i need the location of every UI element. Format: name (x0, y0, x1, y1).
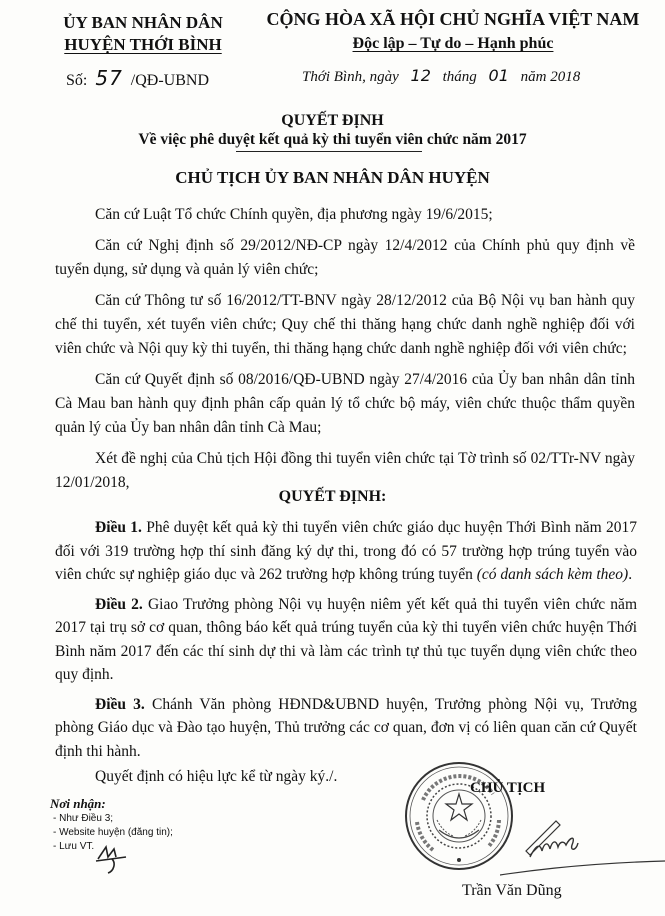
date-year: năm 2018 (520, 69, 581, 85)
article-text: Giao Trưởng phòng Nội vụ huyện niêm yết kết quả thi tuyển viên chức năm 2017 tại trụ sở cơ quan, thông báo kết quả trúng tuyển của kỳ thi tuyển viên chức huyện Thới Bình năm 2017 đến các thí sinh dự thi và làm các trình tự thủ tục tuyển dụng viên chức theo quy định. (55, 595, 637, 683)
decision-heading: QUYẾT ĐỊNH: (278, 488, 387, 505)
preamble-item: Căn cứ Quyết định số 08/2016/QĐ-UBND ngày 27/4/2016 của Ủy ban nhân dân tỉnh Cà Mau ban hành quy định phân cấp quản lý tổ chức bộ máy, viên chức thuộc thẩm quyền quản lý của Ủy ban nhân dân tỉnh Cà Mau; (55, 371, 635, 436)
recipient-item: - Lưu VT. (53, 841, 95, 852)
article-3 (55, 693, 637, 764)
preamble-item: Căn cứ Nghị định số 29/2012/NĐ-CP ngày 12/4/2012 của Chính phủ quy định về tuyển dụng, sử dụng và quản lý viên chức; (55, 237, 635, 278)
issuer-block (48, 12, 238, 56)
signature-icon (500, 785, 665, 895)
doc-number-handwritten: 57 (95, 66, 123, 90)
document-type-title: QUYẾT ĐỊNH (281, 112, 384, 129)
document-number (66, 66, 209, 90)
signatory-name: Trần Văn Dũng (462, 882, 562, 899)
article-note: (có danh sách kèm theo) (476, 566, 629, 583)
article-label: Điều 3. (95, 695, 145, 713)
preamble-item: Căn cứ Thông tư số 16/2012/TT-BNV ngày 28/12/2012 của Bộ Nội vụ ban hành quy chế thi tuyển, xét tuyển viên chức; Quy chế thi thăng hạng chức danh nghề nghiệp đối với viên chức và Nội quy kỳ thi tuyển, thi thăng hạng chức danh nghề nghiệp đối với viên chức; (55, 292, 635, 357)
date-place: Thới Bình, ngày (302, 69, 399, 85)
recipients-label: Nơi nhận: (50, 796, 106, 811)
issuer-line-2 (48, 34, 238, 56)
doc-number-prefix: Số: (66, 72, 88, 89)
date-day: 12 (410, 66, 431, 85)
subject-underline (236, 151, 422, 152)
document-subject: Về việc phê duyệt kết quả kỳ thi tuyển viên chức năm 2017 (138, 131, 527, 148)
preamble-item: Căn cứ Luật Tổ chức Chính quyền, địa phương ngày 19/6/2015; (95, 206, 493, 223)
preamble (55, 203, 635, 502)
article-1 (55, 516, 637, 587)
issuer-line-2-text: HUYỆN THỚI BÌNH (64, 35, 222, 54)
doc-number-suffix: /QĐ-UBND (130, 72, 210, 89)
article-text: Chánh Văn phòng HĐND&UBND huyện, Trưởng phòng Nội vụ, Trưởng phòng Giáo dục và Đào tạo huyện, Thủ trưởng các cơ quan, đơn vị có liên quan căn cứ Quyết định thi hành. (55, 695, 638, 760)
date-month: 01 (488, 66, 509, 85)
recipient-item: - Như Điều 3; (53, 813, 114, 824)
signatory-title: CHỦ TỊCH (470, 780, 546, 796)
recipient-item: - Website huyện (đăng tin); (53, 827, 173, 838)
article-end: . (628, 566, 633, 583)
articles (55, 516, 637, 769)
authority-title: CHỦ TỊCH ỦY BAN NHÂN DÂN HUYỆN (175, 168, 490, 187)
preamble-item: Xét đề nghị của Chủ tịch Hội đồng thi tuyển viên chức tại Tờ trình số 02/TTr-NV ngày 12/01/2018, (55, 450, 635, 491)
national-header (258, 8, 648, 55)
article-2 (55, 593, 637, 687)
article-label: Điều 2. (95, 595, 143, 613)
state-name: CỘNG HÒA XÃ HỘI CHỦ NGHĨA VIỆT NAM (266, 9, 640, 29)
official-seal-icon (403, 760, 515, 872)
national-motto: Độc lập – Tự do – Hạnh phúc (352, 35, 554, 52)
article-label: Điều 1. (95, 519, 142, 536)
date-line (302, 66, 580, 86)
effective-clause: Quyết định có hiệu lực kể từ ngày ký./. (95, 768, 338, 785)
issuer-line-1: ỦY BAN NHÂN DÂN (63, 13, 223, 32)
date-month-label: tháng (442, 69, 477, 85)
initial-mark-icon (94, 845, 128, 875)
article-text: Phê duyệt kết quả kỳ thi tuyển viên chức giáo dục huyện Thới Bình năm 2017 đối với 319 trường hợp thí sinh đăng ký dự thi, trong đó có 57 trường hợp trúng tuyển vào viên chức sự nghiệp giáo dục và 262 trường hợp không trúng tuyển (55, 519, 637, 583)
